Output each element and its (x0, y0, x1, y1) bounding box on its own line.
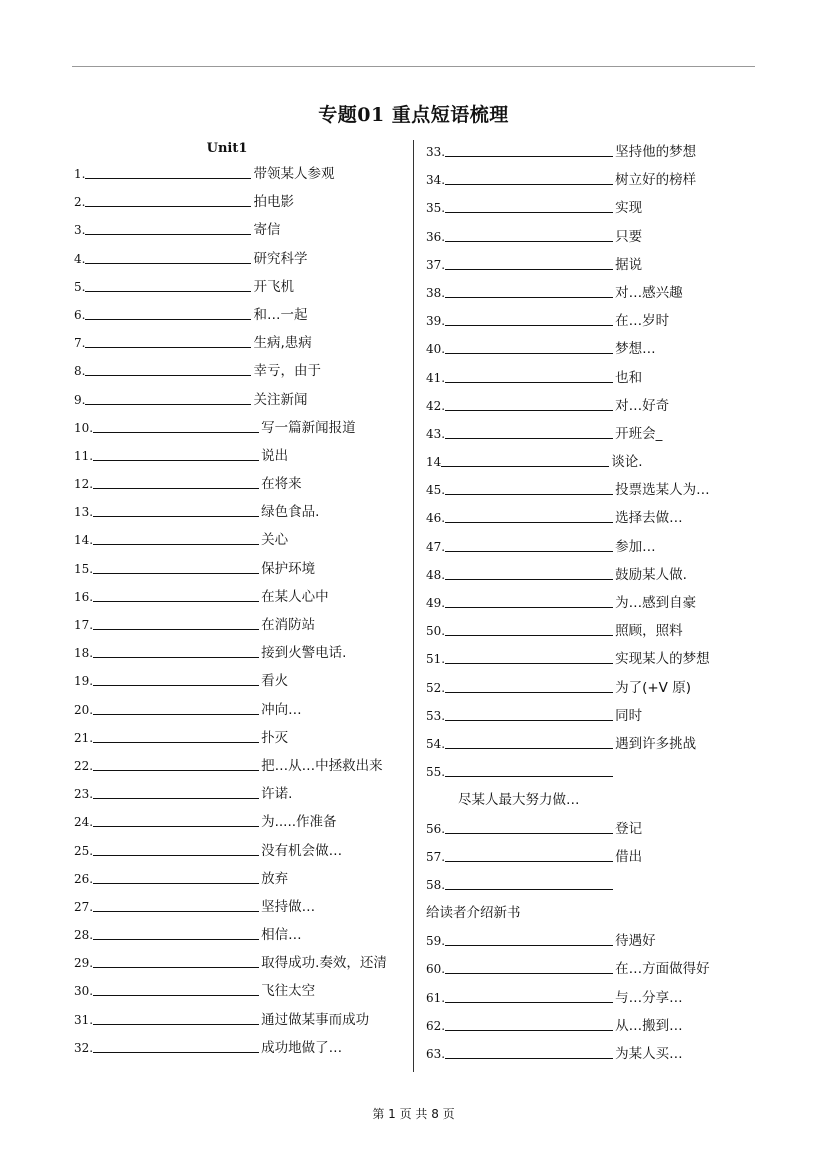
phrase-number: 35. (426, 201, 446, 216)
answer-blank[interactable] (93, 897, 259, 912)
phrase-meaning: 投票选某人为… (615, 482, 710, 499)
phrase-meaning: 幸亏，由于 (253, 363, 321, 380)
phrase-row (426, 758, 726, 786)
left-column (74, 138, 387, 1062)
phrase-row (426, 1012, 726, 1040)
phrase-meaning: 寄信 (253, 222, 281, 239)
phrase-number: 32. (74, 1040, 94, 1055)
phrase-meaning: 给读者介绍新书 (426, 905, 521, 922)
phrase-number: 8. (74, 364, 86, 379)
answer-blank[interactable] (85, 192, 251, 207)
phrase-number: 25. (74, 843, 94, 858)
answer-blank[interactable] (93, 728, 259, 743)
phrase-row (426, 223, 726, 251)
phrase-meaning: 在…方面做得好 (615, 961, 710, 978)
phrase-row (74, 357, 374, 385)
answer-blank[interactable] (93, 784, 259, 799)
phrase-meaning: 坚持他的梦想 (615, 144, 697, 160)
answer-blank[interactable] (445, 678, 613, 693)
phrase-row (426, 251, 726, 279)
answer-blank[interactable] (445, 198, 613, 213)
phrase-meaning: 为.....作准备 (261, 814, 337, 831)
answer-blank[interactable] (445, 424, 613, 439)
phrase-row (426, 138, 726, 166)
phrase-meaning: 参加… (615, 538, 656, 555)
answer-blank[interactable] (93, 418, 259, 433)
phrase-number: 45. (426, 483, 446, 498)
phrase-number: 52. (426, 680, 446, 695)
answer-blank[interactable] (93, 1038, 259, 1053)
phrase-meaning: 取得成功.奏效，还清 (261, 955, 387, 972)
phrase-row (74, 216, 374, 244)
answer-blank[interactable] (445, 959, 613, 974)
phrase-row (426, 392, 726, 420)
phrase-number: 54. (426, 736, 446, 751)
answer-blank[interactable] (93, 700, 259, 715)
phrase-number: 51. (426, 652, 446, 667)
phrase-meaning: 尽某人最大努力做… (458, 792, 580, 809)
phrase-meaning: 登记 (615, 820, 643, 837)
phrase-meaning: 冲向… (261, 701, 302, 718)
phrase-row (426, 476, 726, 504)
answer-blank[interactable] (85, 249, 251, 264)
answer-blank[interactable] (93, 615, 259, 630)
phrase-meaning: 鼓励某人做. (615, 566, 687, 583)
phrase-number: 39. (426, 314, 446, 329)
phrase-meaning: 和…一起 (253, 306, 308, 323)
phrase-row (426, 448, 726, 476)
phrase-number: 14 (426, 455, 442, 470)
phrase-meaning: 树立好的榜样 (615, 172, 697, 189)
answer-blank[interactable] (85, 164, 251, 179)
phrase-meaning: 为某人买… (615, 1046, 683, 1062)
phrase-meaning: 据说 (615, 256, 643, 273)
phrase-meaning: 梦想… (615, 341, 656, 358)
phrase-meaning: 与…分享… (615, 989, 683, 1006)
phrase-meaning: 开飞机 (253, 278, 294, 295)
phrase-row (426, 561, 726, 589)
phrase-row (426, 927, 726, 955)
phrase-row (74, 752, 383, 780)
phrase-number: 43. (426, 426, 446, 441)
answer-blank[interactable] (93, 869, 259, 884)
phrase-row (74, 667, 374, 695)
phrase-number: 28. (74, 928, 94, 943)
phrase-meaning: 也和 (615, 369, 643, 386)
phrase-meaning: 坚持做… (261, 898, 316, 915)
phrase-number: 49. (426, 596, 446, 610)
phrase-number: 56. (426, 821, 446, 836)
answer-blank[interactable] (93, 981, 259, 996)
phrase-number: 20. (74, 702, 94, 717)
phrase-row (74, 865, 374, 893)
phrase-meaning: 绿色食品. (261, 504, 320, 521)
phrase-row (74, 808, 374, 836)
phrase-row (426, 307, 726, 335)
answer-blank[interactable] (445, 537, 613, 552)
phrase-number: 53. (426, 708, 446, 723)
answer-blank[interactable] (445, 508, 613, 523)
phrase-meaning: 实现某人的梦想 (615, 651, 710, 668)
phrase-row (74, 893, 374, 921)
phrase-number: 47. (426, 539, 446, 554)
phrase-meaning: 相信… (261, 927, 302, 944)
phrase-number: 33. (426, 145, 446, 159)
answer-blank[interactable] (93, 559, 259, 574)
phrase-meaning: 在将来 (261, 476, 302, 493)
phrase-row (426, 984, 726, 1012)
header-rule (72, 66, 755, 67)
phrase-number: 2. (74, 195, 86, 210)
phrase-number: 46. (426, 511, 446, 526)
phrase-meaning: 对…好奇 (615, 397, 670, 414)
phrase-number: 27. (74, 899, 94, 914)
phrase-number: 3. (74, 223, 86, 238)
phrase-meaning: 只要 (615, 228, 643, 245)
phrase-number: 19. (74, 674, 94, 689)
phrase-number: 48. (426, 567, 446, 582)
answer-blank[interactable] (445, 621, 613, 636)
phrase-row (426, 504, 726, 532)
phrase-meaning: 照顾，照料 (615, 623, 683, 640)
phrase-row (426, 589, 726, 617)
phrase-row (74, 386, 374, 414)
phrase-meaning: 为了(+V 原) (615, 679, 691, 696)
phrase-number: 16. (74, 589, 94, 604)
phrase-row (74, 611, 374, 639)
answer-blank[interactable] (93, 671, 259, 686)
right-phrase-list (426, 138, 726, 1068)
answer-blank[interactable] (445, 649, 613, 664)
answer-blank[interactable] (441, 452, 609, 467)
phrase-number: 55. (426, 765, 446, 780)
answer-blank[interactable] (85, 361, 251, 376)
phrase-row (74, 696, 374, 724)
answer-blank[interactable] (93, 446, 259, 461)
answer-blank[interactable] (445, 762, 613, 777)
phrase-row (426, 955, 726, 983)
unit-heading: Unit1 (206, 141, 248, 156)
phrase-number: 17. (74, 618, 94, 632)
answer-blank[interactable] (93, 953, 259, 968)
phrase-number: 38. (426, 285, 446, 300)
phrase-meaning: 同时 (615, 707, 643, 724)
phrase-meaning: 放弃 (261, 870, 289, 887)
answer-blank[interactable] (93, 925, 259, 940)
phrase-meaning: 扑灭 (261, 729, 289, 746)
phrase-meaning: 为…感到自豪 (615, 595, 697, 611)
phrase-row (74, 921, 374, 949)
phrase-number: 5. (74, 279, 86, 294)
phrase-row (74, 188, 374, 216)
answer-blank[interactable] (445, 368, 613, 383)
answer-blank[interactable] (445, 311, 613, 326)
phrase-meaning: 实现 (615, 200, 643, 217)
column-divider (413, 140, 414, 1072)
answer-blank[interactable] (85, 277, 251, 292)
phrase-number: 41. (426, 370, 446, 385)
answer-blank[interactable] (445, 396, 613, 411)
answer-blank[interactable] (445, 593, 613, 608)
answer-blank[interactable] (445, 1016, 613, 1031)
phrase-meaning: 带领某人参观 (253, 166, 335, 182)
phrase-row (426, 1040, 726, 1068)
phrase-number: 61. (426, 990, 446, 1005)
answer-blank[interactable] (93, 1010, 259, 1025)
phrase-row (426, 674, 726, 702)
phrase-row (74, 1006, 374, 1034)
phrase-row (74, 498, 374, 526)
phrase-meaning: 成功地做了… (261, 1039, 343, 1056)
phrase-row (74, 442, 374, 470)
phrase-meaning: 许诺. (261, 786, 293, 803)
phrase-number: 15. (74, 561, 94, 576)
phrase-number: 29. (74, 956, 94, 971)
phrase-meaning: 对…感兴趣 (615, 284, 683, 301)
phrase-meaning: 写一篇新闻报道 (261, 419, 356, 436)
answer-blank[interactable] (445, 480, 613, 495)
phrase-meaning: 生病,患病 (253, 335, 312, 352)
phrase-meaning: 接到火警电话. (261, 645, 347, 662)
phrase-row (426, 786, 726, 814)
phrase-meaning: 飞往太空 (261, 983, 316, 1000)
phrase-row (426, 533, 726, 561)
phrase-row (74, 837, 374, 865)
phrase-number: 4. (74, 251, 86, 266)
phrase-number: 1. (74, 167, 86, 181)
phrase-number: 9. (74, 392, 86, 407)
phrase-row (426, 279, 726, 307)
answer-blank[interactable] (93, 812, 259, 827)
answer-blank[interactable] (445, 339, 613, 354)
answer-blank[interactable] (93, 530, 259, 545)
phrase-number: 59. (426, 934, 446, 949)
phrase-row (426, 420, 726, 448)
phrase-row (74, 724, 374, 752)
phrase-number: 58. (426, 877, 446, 892)
phrase-number: 50. (426, 624, 446, 639)
phrase-row (426, 617, 726, 645)
phrase-number: 11. (74, 448, 94, 463)
phrase-number: 60. (426, 962, 446, 977)
phrase-row (426, 815, 726, 843)
phrase-meaning: 通过做某事而成功 (261, 1011, 370, 1028)
phrase-meaning: 借出 (615, 848, 643, 865)
phrase-number: 22. (74, 758, 94, 773)
phrase-row (74, 555, 374, 583)
phrase-meaning: 在消防站 (261, 617, 316, 633)
phrase-number: 63. (426, 1047, 446, 1061)
answer-blank[interactable] (93, 841, 259, 856)
phrase-row (74, 414, 374, 442)
phrase-row (426, 645, 726, 673)
answer-blank[interactable] (445, 931, 613, 946)
phrase-number: 42. (426, 398, 446, 413)
phrase-meaning: 看火 (261, 673, 289, 690)
phrase-number: 57. (426, 849, 446, 864)
phrase-meaning: 在…岁时 (615, 313, 670, 330)
answer-blank[interactable] (445, 847, 613, 862)
phrase-number: 31. (74, 1012, 94, 1027)
phrase-row (426, 166, 726, 194)
phrase-number: 37. (426, 257, 446, 272)
answer-blank[interactable] (93, 756, 259, 771)
phrase-number: 23. (74, 787, 94, 802)
phrase-meaning: 在某人心中 (261, 588, 329, 605)
right-column (426, 138, 726, 1068)
phrase-row (426, 871, 726, 899)
phrase-meaning: 开班会_ (615, 425, 663, 442)
phrase-meaning: 关心 (261, 532, 289, 549)
phrase-number: 6. (74, 307, 86, 322)
answer-blank[interactable] (445, 1044, 613, 1059)
answer-blank[interactable] (445, 170, 613, 185)
answer-blank[interactable] (85, 333, 251, 348)
phrase-row (426, 364, 726, 392)
answer-blank[interactable] (445, 142, 613, 157)
answer-blank[interactable] (93, 587, 259, 602)
answer-blank[interactable] (93, 474, 259, 489)
left-phrase-list (74, 160, 387, 1062)
answer-blank[interactable] (445, 706, 613, 721)
answer-blank[interactable] (445, 988, 613, 1003)
answer-blank[interactable] (445, 255, 613, 270)
phrase-row (74, 949, 387, 977)
phrase-row (74, 977, 374, 1005)
phrase-row (426, 335, 726, 363)
phrase-number: 14. (74, 533, 94, 548)
phrase-row (426, 730, 726, 758)
answer-blank[interactable] (445, 819, 613, 834)
phrase-number: 34. (426, 173, 446, 188)
phrase-row (426, 194, 726, 222)
phrase-meaning: 研究科学 (253, 250, 308, 267)
answer-blank[interactable] (445, 283, 613, 298)
phrase-row (426, 843, 726, 871)
phrase-number: 12. (74, 477, 94, 492)
phrase-meaning: 保护环境 (261, 560, 316, 577)
phrase-number: 13. (74, 505, 94, 520)
phrase-meaning: 谈论. (611, 454, 643, 471)
phrase-row (74, 273, 374, 301)
phrase-row (426, 899, 726, 927)
phrase-meaning: 选择去做… (615, 510, 683, 527)
phrase-number: 62. (426, 1018, 446, 1033)
phrase-meaning: 没有机会做… (261, 842, 343, 859)
answer-blank[interactable] (93, 643, 259, 658)
phrase-meaning: 待遇好 (615, 933, 656, 950)
answer-blank[interactable] (85, 305, 251, 320)
phrase-row (74, 160, 374, 188)
phrase-number: 18. (74, 646, 94, 661)
phrase-row (74, 526, 374, 554)
answer-blank[interactable] (445, 227, 613, 242)
phrase-meaning: 遇到许多挑战 (615, 735, 697, 752)
answer-blank[interactable] (85, 220, 251, 235)
phrase-row (74, 245, 374, 273)
phrase-row (74, 639, 374, 667)
phrase-meaning: 从…搬到… (615, 1017, 683, 1034)
phrase-row (426, 702, 726, 730)
phrase-number: 30. (74, 984, 94, 999)
phrase-row (74, 780, 374, 808)
phrase-row (74, 583, 374, 611)
phrase-number: 24. (74, 815, 94, 830)
answer-blank[interactable] (85, 390, 251, 405)
phrase-number: 7. (74, 336, 86, 351)
answer-blank[interactable] (445, 565, 613, 580)
page-footer: 第 1 页 共 8 页 (372, 1107, 455, 1121)
answer-blank[interactable] (445, 875, 613, 890)
phrase-meaning: 说出 (261, 447, 289, 464)
phrase-meaning: 把…从…中拯救出来 (261, 757, 383, 774)
phrase-number: 21. (74, 730, 94, 745)
phrase-meaning: 拍电影 (253, 194, 294, 211)
page-title: 专题01 重点短语梳理 (318, 104, 509, 126)
phrase-number: 36. (426, 229, 446, 244)
phrase-row (74, 470, 374, 498)
answer-blank[interactable] (93, 502, 259, 517)
phrase-meaning: 关注新闻 (253, 391, 308, 408)
answer-blank[interactable] (445, 734, 613, 749)
phrase-number: 26. (74, 871, 94, 886)
phrase-row (74, 1034, 374, 1062)
phrase-row (74, 329, 374, 357)
phrase-number: 40. (426, 342, 446, 357)
phrase-row (74, 301, 374, 329)
phrase-number: 10. (74, 420, 94, 435)
